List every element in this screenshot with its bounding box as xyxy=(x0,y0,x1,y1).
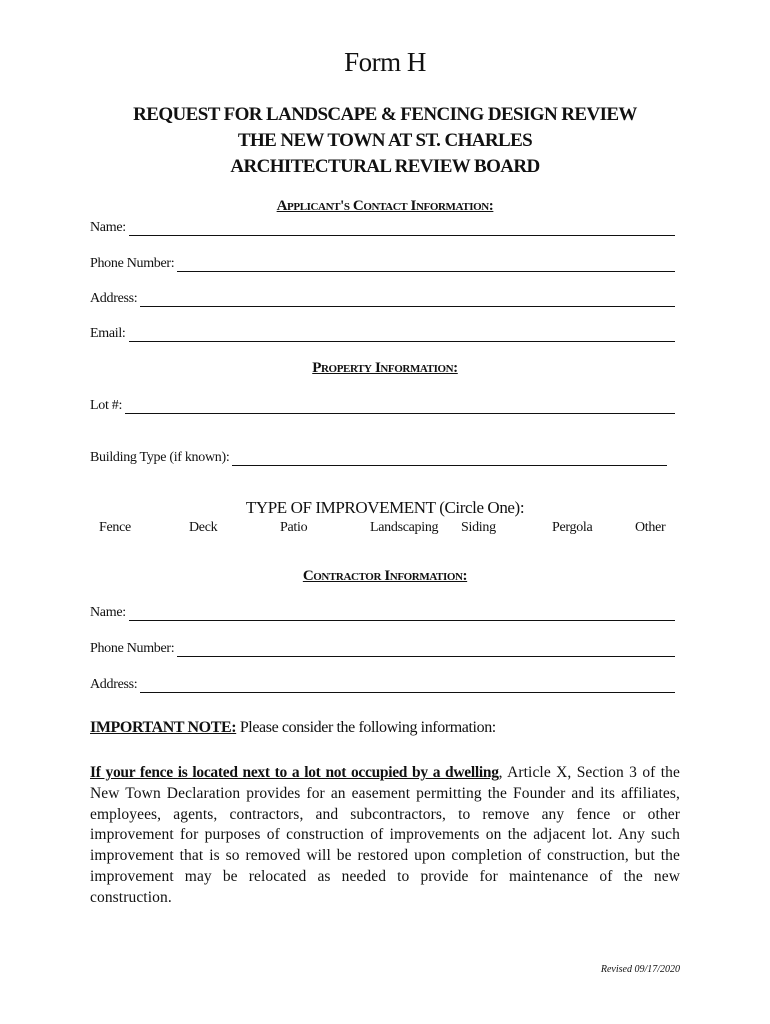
option-siding[interactable]: Siding xyxy=(461,520,496,535)
important-note-subtitle: Please consider the following information: xyxy=(239,719,496,736)
note-lead: If your fence is located next to a lot not occupied by a dwelling xyxy=(90,764,499,781)
important-note-heading xyxy=(90,719,496,737)
building-type-line[interactable] xyxy=(232,451,667,466)
lot-label: Lot #: xyxy=(90,398,123,413)
form-title: Form H xyxy=(344,47,426,77)
applicant-address-label: Address: xyxy=(90,291,138,306)
important-note-label: IMPORTANT NOTE: xyxy=(90,719,237,736)
building-type-label: Building Type (if known): xyxy=(90,450,230,465)
applicant-phone-label: Phone Number: xyxy=(90,256,175,271)
option-pergola[interactable]: Pergola xyxy=(552,520,593,535)
applicant-email-field[interactable] xyxy=(90,322,675,342)
applicant-name-label: Name: xyxy=(90,220,126,235)
applicant-address-field[interactable] xyxy=(90,287,675,307)
header-line-request: REQUEST FOR LANDSCAPE & FENCING DESIGN REVIEW xyxy=(133,104,637,125)
contractor-address-label: Address: xyxy=(90,677,138,692)
applicant-phone-line[interactable] xyxy=(177,257,675,272)
header-line-new-town: THE NEW TOWN AT ST. CHARLES xyxy=(237,130,533,151)
option-fence[interactable]: Fence xyxy=(99,520,131,535)
note-text: , Article X, Section 3 of the New Town Declaration provides for an easement permitting the Founder and its affiliates, employees, agents, contractors, and subcontractors, to remove any fence or other improvement for purposes of construction of improvements on the adjacent lot. Any such improvement that is so removed will be restored upon completion of construction, but the improvement may be relocated as needed to provide for maintenance of the new construction. xyxy=(90,764,680,906)
applicant-heading: Applicant's Contact Information: xyxy=(276,198,494,214)
option-deck[interactable]: Deck xyxy=(189,520,218,535)
contractor-address-line[interactable] xyxy=(140,678,675,693)
contractor-name-line[interactable] xyxy=(129,606,675,621)
property-heading: Property Information: xyxy=(312,360,458,376)
option-landscaping[interactable]: Landscaping xyxy=(370,520,439,535)
contractor-name-label: Name: xyxy=(90,605,126,620)
contractor-address-field[interactable] xyxy=(90,673,675,693)
applicant-phone-field[interactable] xyxy=(90,252,675,272)
applicant-email-line[interactable] xyxy=(129,327,675,342)
form-header xyxy=(0,102,770,180)
applicant-address-line[interactable] xyxy=(140,292,675,307)
contractor-phone-field[interactable] xyxy=(90,637,675,657)
improvement-title: TYPE OF IMPROVEMENT (Circle One): xyxy=(245,498,525,517)
applicant-email-label: Email: xyxy=(90,326,126,341)
applicant-name-field[interactable] xyxy=(90,216,675,236)
revised-date: Revised 09/17/2020 xyxy=(600,964,680,975)
building-type-field[interactable] xyxy=(90,446,667,466)
lot-field[interactable] xyxy=(90,394,675,414)
important-note-body xyxy=(90,763,680,909)
option-other[interactable]: Other xyxy=(635,520,666,535)
applicant-name-line[interactable] xyxy=(129,221,675,236)
header-line-review-board: ARCHITECTURAL REVIEW BOARD xyxy=(230,156,540,177)
contractor-phone-label: Phone Number: xyxy=(90,641,175,656)
option-patio[interactable]: Patio xyxy=(280,520,308,535)
contractor-name-field[interactable] xyxy=(90,601,675,621)
contractor-phone-line[interactable] xyxy=(177,642,675,657)
lot-line[interactable] xyxy=(125,399,675,414)
contractor-heading: Contractor Information: xyxy=(302,568,468,584)
